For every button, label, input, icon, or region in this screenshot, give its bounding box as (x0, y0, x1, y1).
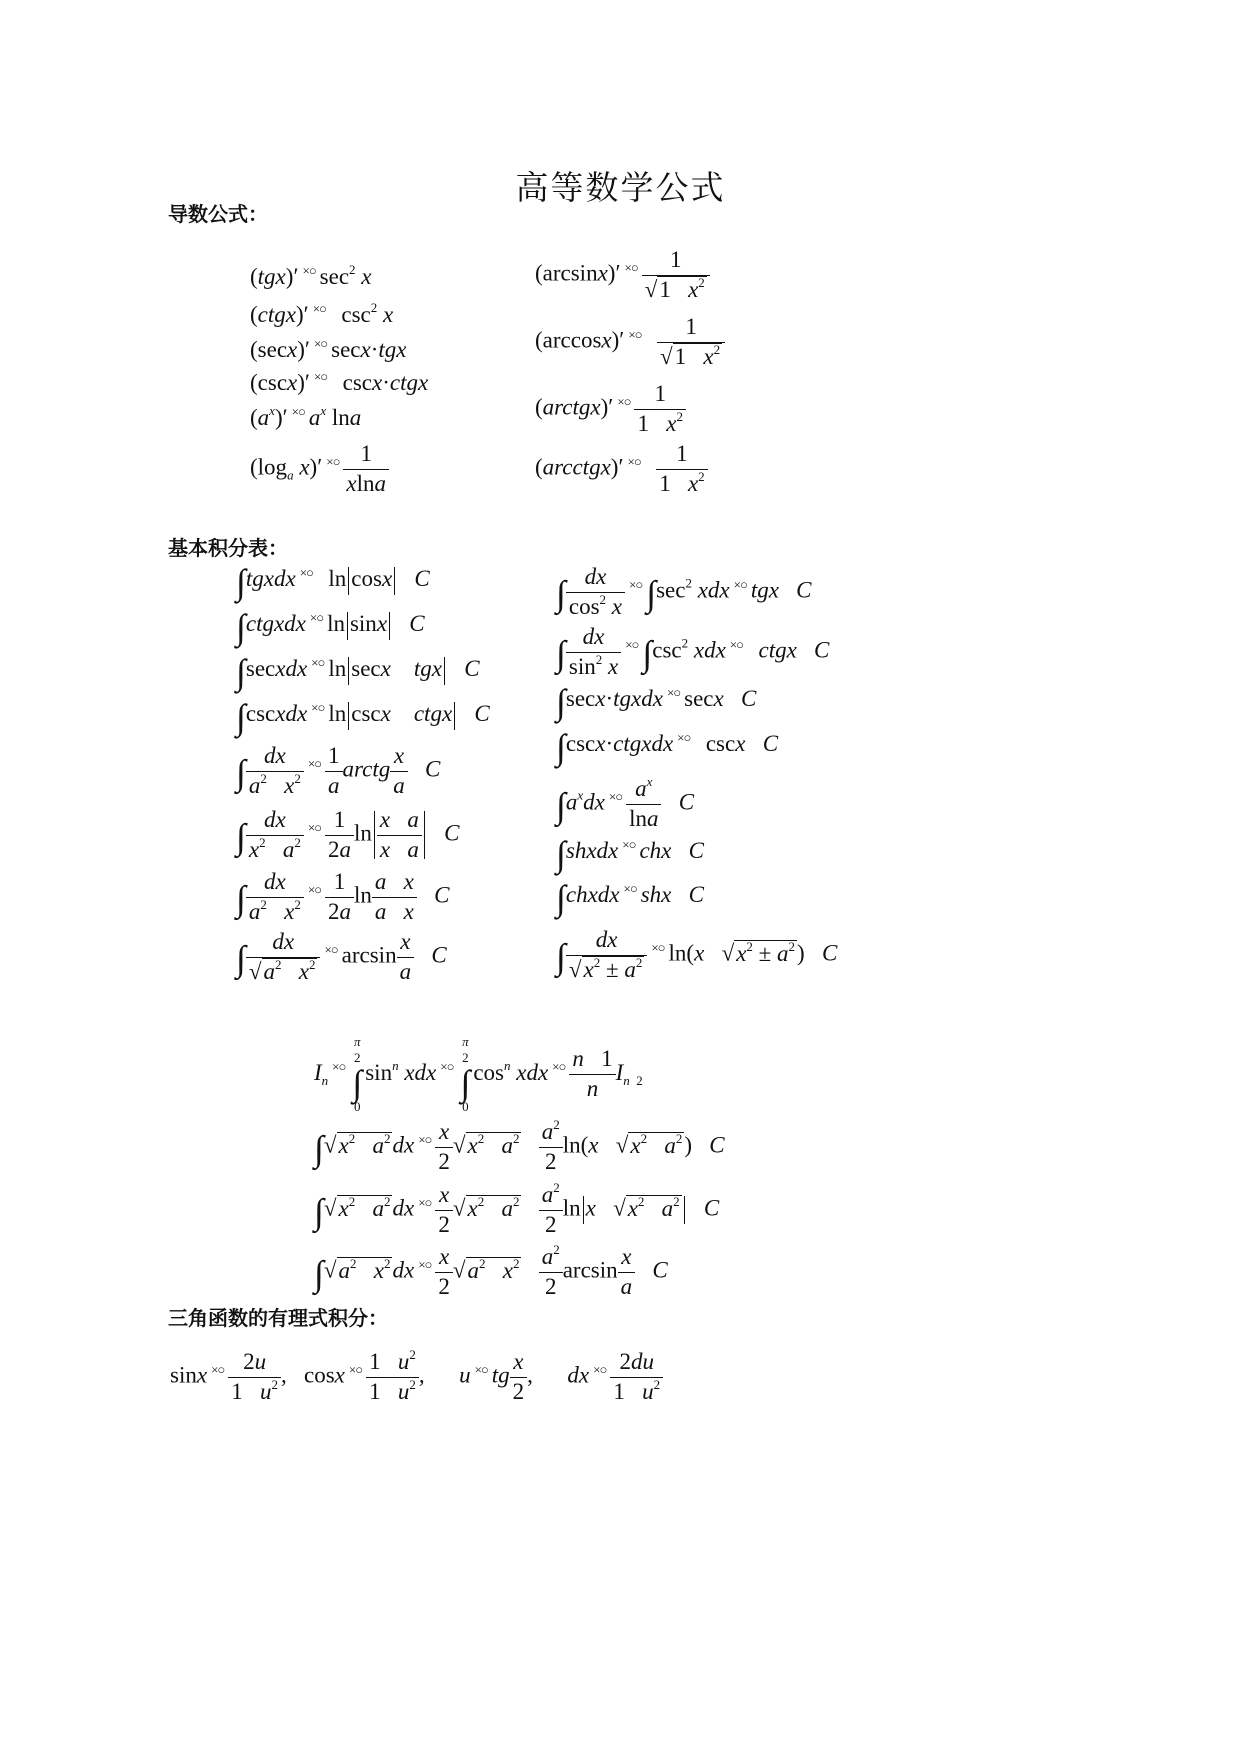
formula: (arccosx)′ ×○ $\frac{1}{√1 x^2}$ (535, 313, 725, 372)
formula: ∫cscx·ctgxdx ×○ cscx C (556, 727, 779, 767)
formula: (arcctgx)′ ×○ $\frac{1}{1 x^2}$ (535, 440, 708, 499)
formula: (tgx)′ ×○ $\sec^2 x$ (250, 262, 372, 289)
formula: $(a^x)'$ ×○ $a^x$ lna (250, 403, 362, 430)
formula: ∫ $\frac{dx}{a^2 x^2}$ ×○ $\frac{1}{a}$ arctg $\frac{x}{a}$ C (236, 743, 441, 798)
formula: ∫secx·tgxdx ×○ secx C (556, 682, 757, 722)
formula: ∫ $\frac{dx}{a^2 x^2}$ ×○ $\frac{1}{2a}$ ln $\frac{\text{a x}}{\text{a x}}$ C (236, 869, 450, 924)
section-heading-trig-rational: 三角函数的有理式积分： (168, 1306, 388, 1330)
formula: (cscx)′ ×○ cscx·ctgx (250, 369, 429, 395)
formula: $\int a^xdx$ ×○ $\frac{a^x}{\ln a}$ C (556, 774, 695, 831)
formula: (secx)′ ×○ secx·tgx (250, 336, 407, 362)
formula: ∫shxdx ×○ chx C (556, 834, 704, 874)
formula: ∫secxdx ×○ ln secx tgx C (236, 652, 480, 692)
formula: ∫cscxdx ×○ ln cscx ctgx C (236, 697, 490, 737)
formula: $\int√x^2$ $a^2dx$ ×○ $\frac{x}{2}$ $√x^2$ $a^2$ $\frac{a^2}{2}$ ln x $√x^2$ $a^2$ C (314, 1180, 720, 1237)
section-heading-derivatives: 导数公式： (168, 202, 268, 226)
formula: (arcsinx)′ ×○ $\frac{1}{√1 x^2}$ (535, 246, 710, 305)
formula: $\int√a^2$ $x^2dx$ ×○ $\frac{x}{2}$ $√a^2$ $x^2$ $\frac{a^2}{2}$ arcsin $\frac{x}{a}$ C (314, 1242, 668, 1299)
formula: $\int√x^2$ $a^2dx$ ×○ $\frac{x}{2}$ $√x^2$ $a^2$ $\frac{a^2}{2}$ ln(x $√x^2$ $a^2$) C (314, 1117, 725, 1174)
formula: ∫ $\frac{dx}{√a^2 x^2}$ ×○ arcsin $\frac{x}{a}$ C (236, 929, 447, 984)
formula: sinx ×○ $\frac{2u}{1 u^2}$ , cosx ×○ $\frac{1 u^2}{1 u^2}$ , u ×○ tg $\frac{x}{2}$ , dx ×○ $\frac{2du}{1 u^2}$ (170, 1348, 663, 1407)
formula: ∫tgxdx ×○ ln cosx C (236, 562, 430, 602)
formula: ∫ $\frac{dx}{\cos^2 x}$ ×○ $\int\sec^2$ xdx ×○ tgx C (556, 564, 812, 619)
formula: $I_n^{\times○}$ π 2 ∫ 0 $\sin^n$ xdx ×○ π 2 ∫ 0 $\cos^n$ xdx ×○ $\frac{n 1}{n}$ $I_{n 2}$ (314, 1034, 643, 1114)
formula: ($\log_a$ x)′ ×○ $\frac{1}{xlna}$ (250, 440, 389, 499)
formula: ∫ $\frac{dx}{x^2 a^2}$ ×○ $\frac{1}{2a}$ ln $\frac{\text{x a}}{\text{x a}}$ C (236, 807, 460, 862)
page-title: 高等数学公式 (515, 168, 726, 207)
section-heading-integrals: 基本积分表： (168, 536, 288, 560)
formula: ∫ctgxdx ×○ ln sinx C (236, 607, 425, 647)
formula: (ctgx)′ ×○ $\csc^2 x$ (250, 300, 394, 327)
formula: ∫chxdx ×○ shx C (556, 878, 704, 918)
formula: ∫ $\frac{dx}{√x^2 \pm a^2}$ ×○ ln(x $√x^2 \pm a^2$) C (556, 927, 838, 982)
formula: (arctgx)′ ×○ $\frac{1}{1 x^2}$ (535, 380, 686, 439)
formula: ∫ $\frac{dx}{\sin^2 x}$ ×○ $\int\csc^2$ xdx ×○ ctgx C (556, 624, 830, 679)
